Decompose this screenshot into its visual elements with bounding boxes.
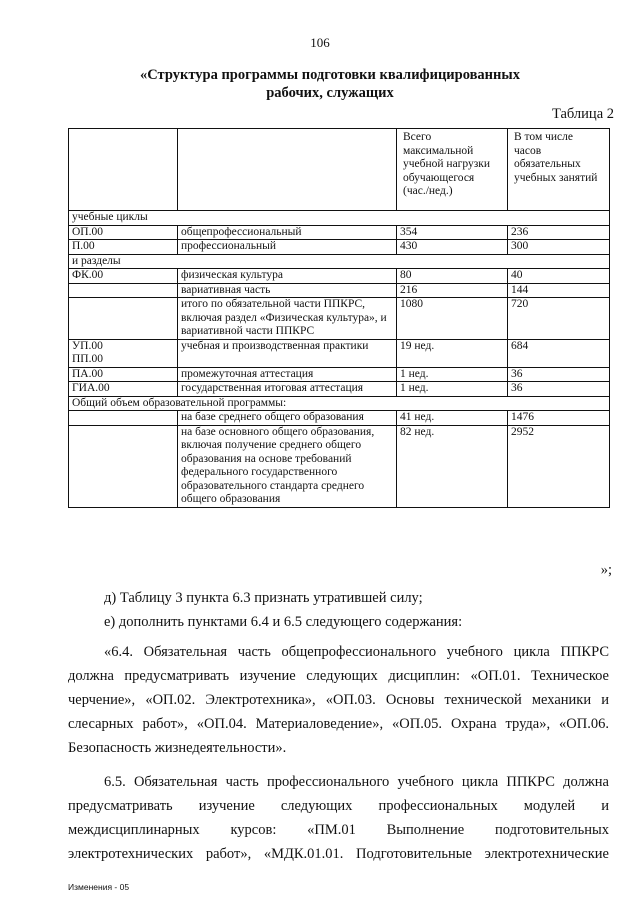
name-cell: профессиональный [178, 240, 397, 255]
section-label-cell: Общий объем образовательной программы: [69, 396, 610, 411]
table-row [69, 298, 610, 340]
table-row [69, 411, 610, 426]
mandatory-cell: 720 [508, 298, 610, 340]
table-row [69, 269, 610, 284]
mandatory-cell: 36 [508, 367, 610, 382]
table-row [69, 211, 610, 226]
header-cell-mandatory: В том числе часов обязательных учебных занятий [508, 129, 610, 211]
name-cell: учебная и производственная практики [178, 339, 397, 367]
name-cell: промежуточная аттестация [178, 367, 397, 382]
code-cell: ОП.00 [69, 225, 178, 240]
program-structure-table [68, 128, 610, 508]
paragraph-e: е) дополнить пунктами 6.4 и 6.5 следующего содержания: [104, 614, 463, 630]
total-cell: 19 нед. [397, 339, 508, 367]
table-row [69, 382, 610, 397]
mandatory-cell: 236 [508, 225, 610, 240]
total-cell: 80 [397, 269, 508, 284]
table-row [69, 339, 610, 367]
paragraph-d: д) Таблицу 3 пункта 6.3 признать утратившей силу; [104, 590, 423, 606]
code-cell [69, 425, 178, 507]
total-cell: 1 нед. [397, 382, 508, 397]
table-row [69, 396, 610, 411]
code-cell [69, 298, 178, 340]
name-cell: физическая культура [178, 269, 397, 284]
mandatory-cell: 36 [508, 382, 610, 397]
document-title: «Структура программы подготовки квалифицированных рабочих, служащих [140, 67, 520, 101]
paragraph-6-4: «6.4. Обязательная часть общепрофессионального учебного цикла ППКРС должна предусматривать изучение следующих дисциплин: «ОП.01. Техническое черчение», «ОП.02. Электротехника», «ОП.03. Основы технической механики и слесарных работ», «ОП.04. Материаловедение», «ОП.05. Охрана труда», «ОП.06. Безопасность жизнедеятельности». [68, 644, 609, 756]
mandatory-cell: 40 [508, 269, 610, 284]
code-cell: П.00 [69, 240, 178, 255]
table-row [69, 283, 610, 298]
paragraph-6-5: 6.5. Обязательная часть профессионального учебного цикла ППКРС должна предусматривать изучение следующих профессиональных модулей и междисциплинарных курсов: «ПМ.01 Выполнение подготовительных электротехнических работ», «МДК.01.01. Подготовительные электротехнические [68, 774, 609, 862]
name-cell: общепрофессиональный [178, 225, 397, 240]
name-cell: на базе среднего общего образования [178, 411, 397, 426]
code-cell: УП.00 ПП.00 [69, 339, 178, 367]
section-label-cell: учебные циклы [69, 211, 610, 226]
total-cell: 430 [397, 240, 508, 255]
name-cell: вариативная часть [178, 283, 397, 298]
table-label: Таблица 2 [551, 106, 614, 122]
code-cell: ПА.00 [69, 367, 178, 382]
table-row [69, 367, 610, 382]
header-cell-total: Всего максимальной учебной нагрузки обучающегося (час./нед.) [397, 129, 508, 211]
code-cell [69, 283, 178, 298]
total-cell: 41 нед. [397, 411, 508, 426]
header-cell-name [178, 129, 397, 211]
table-row [69, 225, 610, 240]
total-cell: 82 нед. [397, 425, 508, 507]
code-cell: ГИА.00 [69, 382, 178, 397]
table-row [69, 240, 610, 255]
header-cell-code [69, 129, 178, 211]
section-label-cell: и разделы [69, 254, 610, 269]
mandatory-cell: 684 [508, 339, 610, 367]
mandatory-cell: 300 [508, 240, 610, 255]
table-row [69, 254, 610, 269]
name-cell: итого по обязательной части ППКРС, включая раздел «Физическая культура», и вариативной части ППКРС [178, 298, 397, 340]
total-cell: 216 [397, 283, 508, 298]
footer-note: Изменения - 05 [68, 882, 130, 892]
closing-quote: »; [600, 562, 612, 578]
total-cell: 1 нед. [397, 367, 508, 382]
page-number: 106 [310, 35, 330, 50]
code-cell: ФК.00 [69, 269, 178, 284]
mandatory-cell: 144 [508, 283, 610, 298]
code-cell [69, 411, 178, 426]
name-cell: государственная итоговая аттестация [178, 382, 397, 397]
table-row [69, 425, 610, 507]
total-cell: 1080 [397, 298, 508, 340]
table-header-row [69, 129, 610, 211]
mandatory-cell: 1476 [508, 411, 610, 426]
total-cell: 354 [397, 225, 508, 240]
name-cell: на базе основного общего образования, включая получение среднего общего образования на основе требований федерального государственного образовательного стандарта среднего общего образования [178, 425, 397, 507]
mandatory-cell: 2952 [508, 425, 610, 507]
